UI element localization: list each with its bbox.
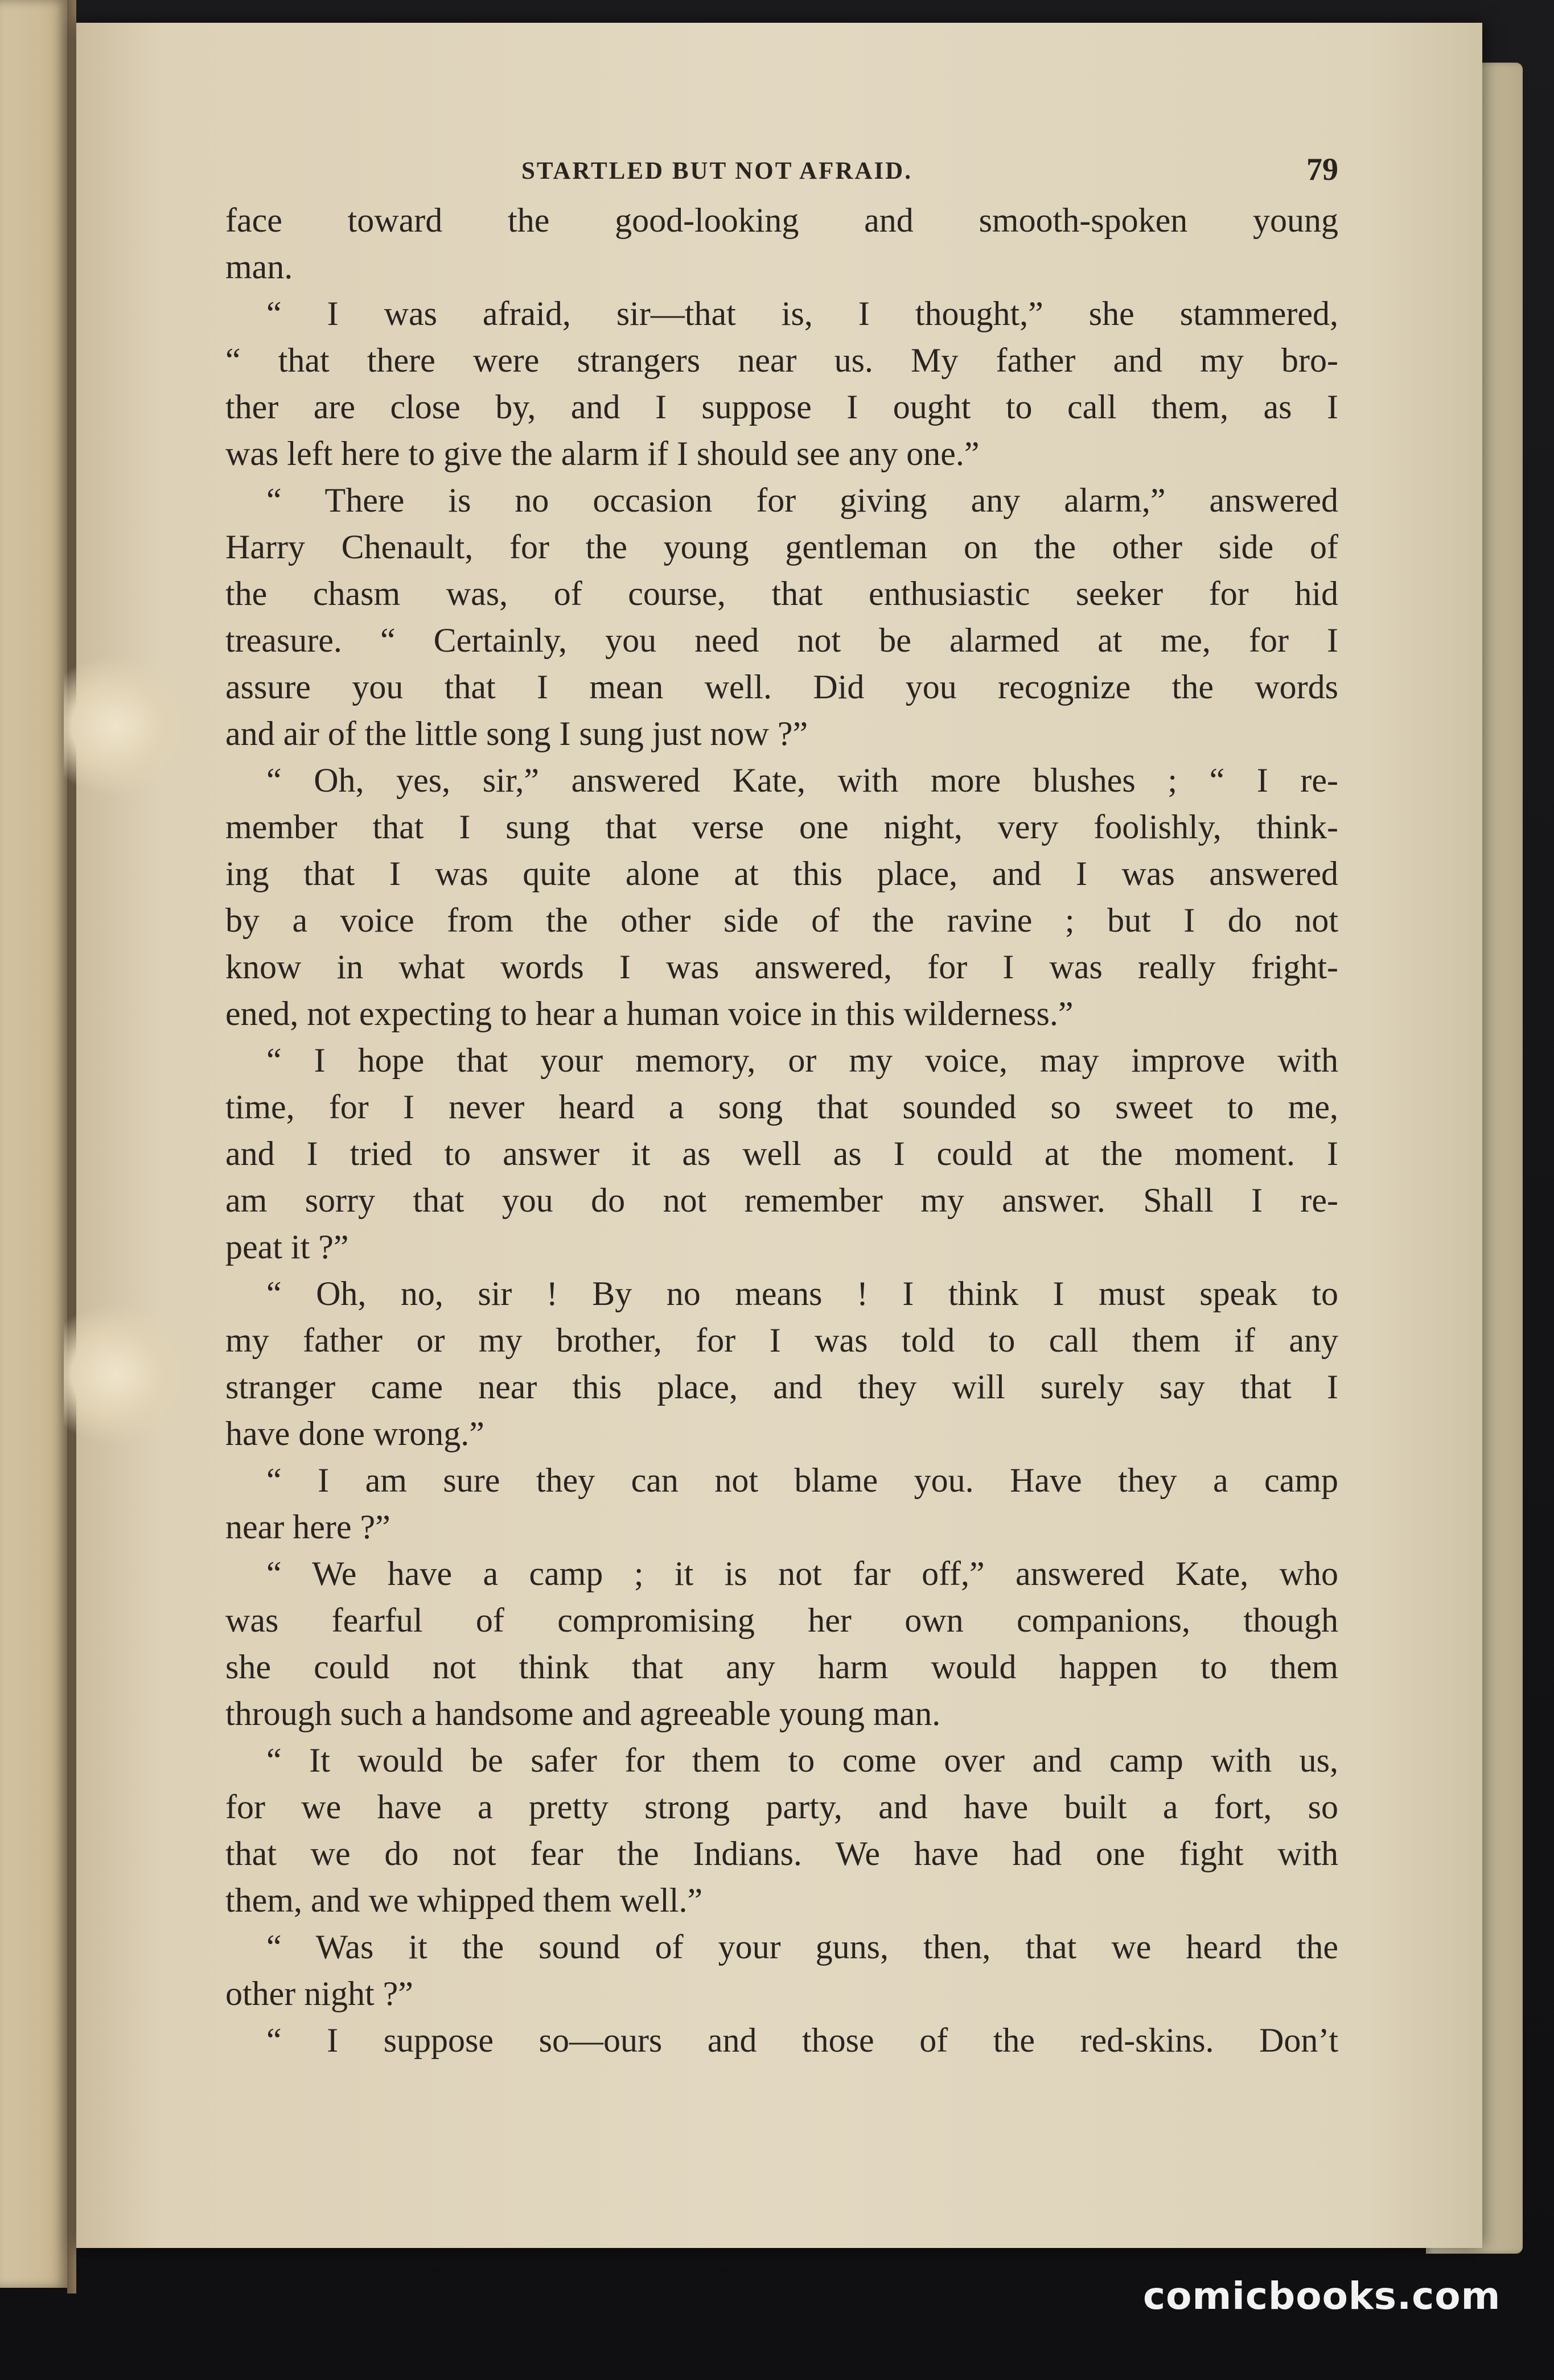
text-line: ing that I was quite alone at this place, and I was answered [225,855,1338,892]
text-line: have done wrong.” [225,1415,484,1452]
text-line: am sorry that you do not remember my answer. Shall I re- [225,1181,1338,1219]
text-line: peat it ?” [225,1228,349,1266]
text-line: “ I suppose so—ours and those of the red-skins. Don’t [266,2021,1338,2059]
text-line: “ There is no occasion for giving any alarm,” answered [266,481,1338,519]
text-line: “ We have a camp ; it is not far off,” answered Kate, who [266,1555,1338,1592]
text-line: near here ?” [225,1508,390,1546]
running-head [225,146,1338,197]
text-line: and air of the little song I sung just now ?” [225,715,808,752]
text-line: face toward the good-looking and smooth-spoken young [225,201,1338,239]
text-line: “ that there were strangers near us. My father and my bro- [225,341,1338,379]
text-line: my father or my brother, for I was told to call them if any [225,1321,1338,1359]
text-line: other night ?” [225,1975,413,2012]
text-line: was fearful of compromising her own companions, though [225,1601,1338,1639]
text-line: for we have a pretty strong party, and have built a fort, so [225,1788,1338,1826]
page-text [225,146,1338,2064]
text-line: know in what words I was answered, for I was really fright- [225,948,1338,986]
chapter-title: STARTLED BUT NOT AFRAID. [521,158,912,184]
paper-tear-upper [64,654,195,797]
text-line: the chasm was, of course, that enthusiastic seeker for hid [225,575,1338,612]
site-watermark: comicbooks.com [1143,2274,1501,2318]
text-line: “ Oh, yes, sir,” answered Kate, with more blushes ; “ I re- [266,761,1338,799]
text-line: “ I was afraid, sir—that is, I thought,” she stammered, [266,295,1338,332]
text-line: man. [225,248,293,286]
text-line: them, and we whipped them well.” [225,1881,703,1919]
text-line: stranger came near this place, and they will surely say that I [225,1368,1338,1406]
paper-tear-lower [64,1303,195,1446]
text-line: she could not think that any harm would happen to them [225,1648,1338,1686]
text-line: “ Was it the sound of your guns, then, that we heard the [266,1928,1338,1966]
text-line: time, for I never heard a song that sounded so sweet to me, [225,1088,1338,1126]
text-line: Harry Chenault, for the young gentleman on the other side of [225,528,1338,566]
facing-page-edge [0,0,67,2288]
text-line: “ Oh, no, sir ! By no means ! I think I must speak to [266,1275,1338,1312]
text-line: was left here to give the alarm if I should see any one.” [225,435,980,472]
text-line: through such a handsome and agreeable young man. [225,1695,941,1732]
text-line: assure you that I mean well. Did you recognize the words [225,668,1338,706]
text-line: by a voice from the other side of the ravine ; but I do not [225,901,1338,939]
text-line: that we do not fear the Indians. We have had one fight with [225,1835,1338,1872]
text-line: “ I am sure they can not blame you. Have they a camp [266,1461,1338,1499]
page-number: 79 [1306,152,1338,187]
text-line: ened, not expecting to hear a human voice in this wilderness.” [225,995,1074,1032]
text-line: ther are close by, and I suppose I ought to call them, as I [225,388,1338,426]
text-line: member that I sung that verse one night, very foolishly, think- [225,808,1338,846]
text-line: “ It would be safer for them to come over and camp with us, [266,1741,1338,1779]
text-line: “ I hope that your memory, or my voice, may improve with [266,1041,1338,1079]
book-gutter [67,0,76,2293]
text-line: treasure. “ Certainly, you need not be alarmed at me, for I [225,621,1338,659]
text-line: and I tried to answer it as well as I could at the moment. I [225,1135,1338,1172]
